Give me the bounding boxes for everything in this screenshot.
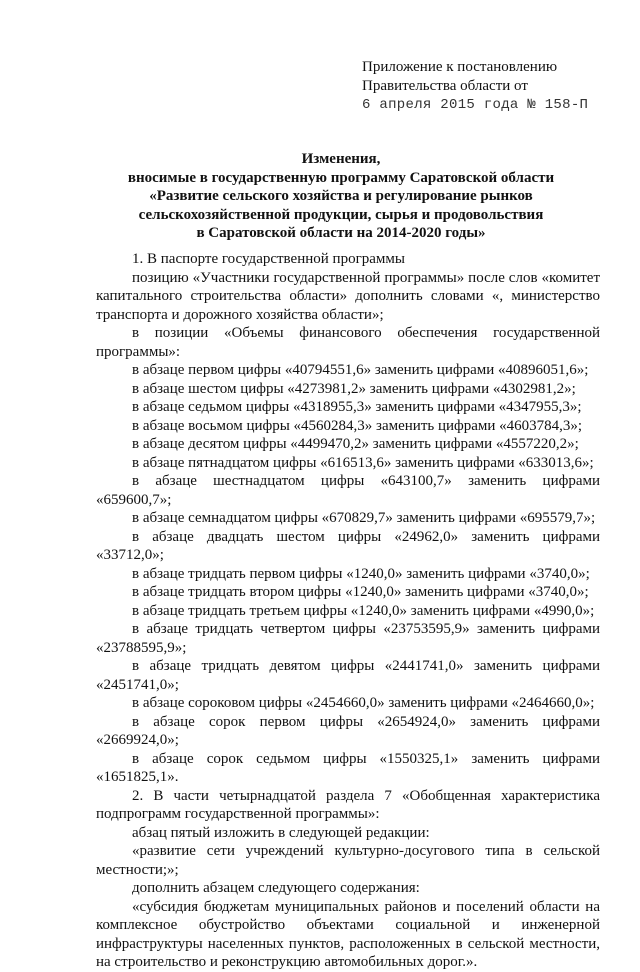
appendix-line: Приложение к постановлению (362, 59, 558, 75)
paragraph: в абзаце семнадцатом цифры «670829,7» заменить цифрами «695579,7»; (132, 510, 596, 526)
paragraph: в абзаце восьмом цифры «4560284,3» заменить цифрами «4603784,3»; (132, 417, 583, 434)
paragraph: позицию «Участники государственной программы» после слов «комитет капитального строительства области» дополнить словами «, министерство транспорта и дорожного хозяйства области»; (96, 269, 600, 323)
paragraph: «развитие сети учреждений культурно-досугового типа в сельской местности;»; (96, 843, 600, 878)
appendix-line: Правительства области от (362, 78, 528, 94)
paragraph: в позиции «Объемы финансового обеспечения государственной программы»: (96, 325, 600, 360)
paragraph: «субсидия бюджетам муниципальных районов и поселений области на комплексное обустройство объектами социальной и инженерной инфраструктуры населенных пунктов, расположенных в сельской местности, на строительство и реконструкцию автомобильных дорог.». (96, 898, 600, 970)
paragraph: в абзаце тридцать первом цифры «1240,0» заменить цифрами «3740,0»; (132, 565, 590, 582)
appendix-note (362, 58, 588, 115)
paragraph: в абзаце тридцать третьем цифры «1240,0» заменить цифрами «4990,0»; (132, 602, 595, 619)
paragraph: 2. В части четырнадцатой раздела 7 «Обобщенная характеристика подпрограмм государственной программы»: (96, 787, 600, 822)
title-line: Изменения, (301, 151, 381, 167)
appendix-date: 6 апреля 2015 года № 158-П (362, 97, 589, 113)
paragraph: в абзаце пятнадцатом цифры «616513,6» заменить цифрами «633013,6»; (132, 454, 594, 471)
title-line: «Развитие сельского хозяйства и регулирование рынков (149, 188, 533, 204)
paragraph: в абзаце тридцать четвертом цифры «23753595,9» заменить цифрами «23788595,9»; (96, 621, 600, 656)
paragraph: в абзаце тридцать девятом цифры «2441741,0» заменить цифрами «2451741,0»; (96, 658, 600, 693)
paragraph: в абзаце шестом цифры «4273981,2» заменить цифрами «4302981,2»; (132, 380, 576, 397)
paragraph: в абзаце седьмом цифры «4318955,3» заменить цифрами «4347955,3»; (132, 399, 582, 415)
document-body (96, 250, 600, 972)
paragraph: в абзаце сороковом цифры «2454660,0» заменить цифрами «2464660,0»; (132, 695, 595, 711)
paragraph: дополнить абзацем следующего содержания: (132, 880, 420, 896)
paragraph: в абзаце сорок седьмом цифры «1550325,1» заменить цифрами «1651825,1». (96, 750, 600, 785)
paragraph: в абзаце двадцать шестом цифры «24962,0» заменить цифрами «33712,0»; (96, 528, 600, 563)
title-line: сельскохозяйственной продукции, сырья и продовольствия (138, 206, 544, 223)
document-title (40, 150, 640, 243)
paragraph: в абзаце шестнадцатом цифры «643100,7» заменить цифрами «659600,7»; (96, 473, 600, 508)
title-line: в Саратовской области на 2014-2020 годы» (196, 225, 486, 241)
paragraph: в абзаце десятом цифры «4499470,2» заменить цифрами «4557220,2»; (132, 436, 579, 452)
paragraph: в абзаце тридцать втором цифры «1240,0» заменить цифрами «3740,0»; (132, 584, 589, 600)
paragraph: абзац пятый изложить в следующей редакции: (132, 824, 430, 841)
paragraph: в абзаце первом цифры «40794551,6» заменить цифрами «40896051,6»; (132, 362, 589, 378)
paragraph: 1. В паспорте государственной программы (132, 251, 405, 267)
paragraph: в абзаце сорок первом цифры «2654924,0» заменить цифрами «2669924,0»; (96, 713, 600, 748)
title-line: вносимые в государственную программу Саратовской области (127, 169, 555, 186)
